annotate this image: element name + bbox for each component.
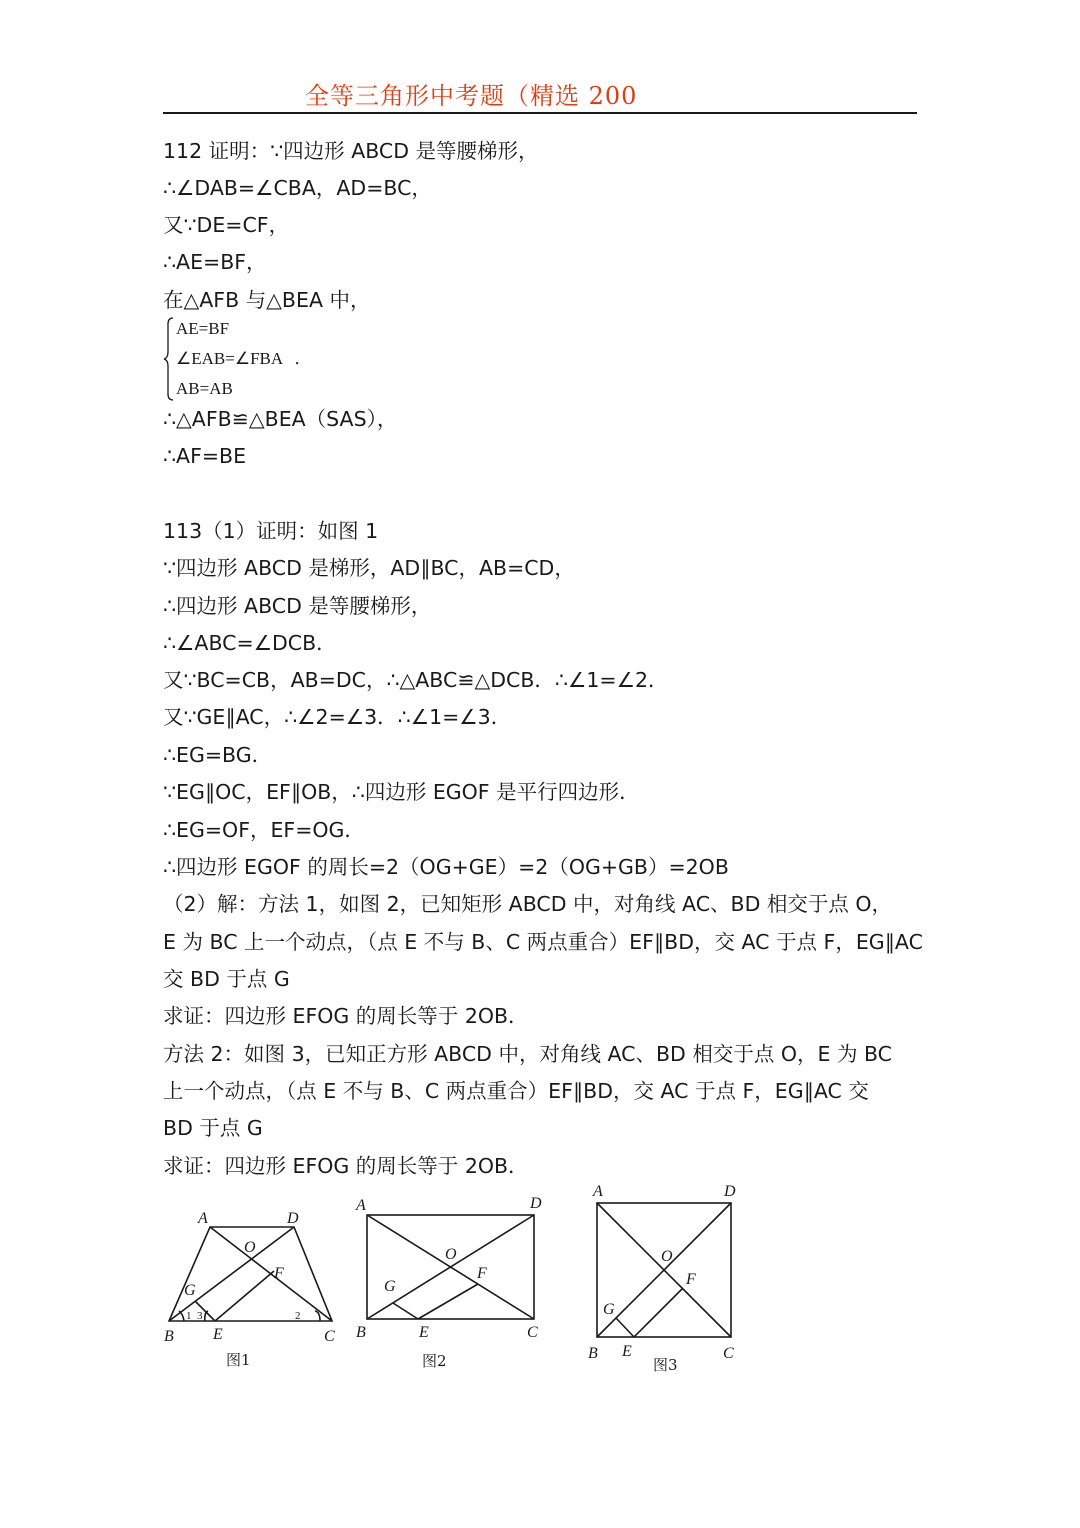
figure-3 [585,1178,745,1382]
p113-line-5: 又∵BC=CB，AB=DC，∴△ABC≌△DCB．∴∠1=∠2． [163,668,669,692]
p113-line-18: 求证：四边形 EFOG 的周长等于 2OB． [163,1154,529,1178]
fig2-label-g: G [384,1278,396,1295]
p112-conclusion-2: ∴AF=BE [163,444,247,468]
p113-line-14: 求证：四边形 EFOG 的周长等于 2OB． [163,1004,529,1028]
fig3-label-c: C [723,1345,734,1362]
fig3-label-e: E [622,1343,632,1360]
page-header-title: 全等三角形中考题（精选 200 [305,82,638,110]
p113-line-8: ∵EG∥OC，EF∥OB，∴四边形 EGOF 是平行四边形． [163,780,640,804]
equation-system [163,316,363,402]
fig3-label-f: F [686,1271,696,1288]
p113-line-17: BD 于点 G [163,1116,263,1140]
system-line-2-text: ∠EAB=∠FBA [176,349,283,368]
fig1-label-d: D [287,1210,299,1227]
system-line-3: AB=AB [176,379,233,398]
fig2-label-b: B [356,1324,366,1341]
fig1-label-e: E [213,1326,223,1343]
fig1-angle-2: 2 [295,1310,301,1322]
p113-line-15: 方法 2：如图 3，已知正方形 ABCD 中，对角线 AC、BD 相交于点 O，E 为 BC [163,1042,892,1066]
fig3-label-a: A [593,1183,603,1200]
figure-1 [160,1205,350,1379]
p112-line-4: ∴AE=BF， [163,250,267,274]
brace-icon [163,316,177,402]
p112-line-5: 在△AFB 与△BEA 中， [163,288,371,312]
fig1-segment-ef [215,1271,274,1321]
p113-line-3: ∴四边形 ABCD 是等腰梯形， [163,594,432,618]
fig2-label-c: C [527,1324,538,1341]
p113-line-1: 113（1）证明：如图 1 [163,519,379,543]
fig3-caption: 图3 [653,1356,678,1374]
fig1-angle-mark-2 [315,1311,320,1321]
figure-1-diagram [160,1205,350,1375]
p113-line-9: ∴EG=OF，EF=OG． [163,818,365,842]
system-line-2 [176,349,311,369]
fig1-caption: 图1 [226,1351,251,1369]
p113-line-6: 又∵GE∥AC，∴∠2=∠3．∴∠1=∠3． [163,705,512,729]
fig2-label-a: A [356,1197,366,1214]
fig2-segment-ef [418,1284,478,1319]
figure-3-diagram [585,1178,745,1378]
fig3-label-g: G [603,1301,615,1318]
p112-line-3: 又∵DE=CF， [163,213,290,237]
fig2-label-e: E [419,1324,429,1341]
fig2-label-f: F [477,1265,487,1282]
system-line-1: AE=BF [176,319,230,338]
fig1-label-c: C [324,1328,335,1345]
fig1-label-a: A [198,1210,208,1227]
fig2-segment-eg [393,1303,418,1319]
fig3-segment-ef [634,1288,683,1337]
fig1-label-g: G [184,1282,196,1299]
fig2-caption: 图2 [422,1352,447,1370]
fig1-label-b: B [164,1328,174,1345]
fig3-label-b: B [588,1345,598,1362]
p113-line-7: ∴EG=BG． [163,743,273,767]
figure-2 [350,1190,550,1379]
p113-line-4: ∴∠ABC=∠DCB． [163,631,337,655]
fig2-label-o: O [445,1246,457,1263]
p113-line-10: ∴四边形 EGOF 的周长=2（OG+GE）=2（OG+GB）=2OB [163,855,729,879]
fig3-label-d: D [724,1183,736,1200]
p113-line-13: 交 BD 于点 G [163,967,290,991]
figure-2-diagram [350,1190,550,1375]
p113-line-2: ∵四边形 ABCD 是梯形，AD∥BC，AB=CD， [163,556,575,580]
p112-line-1: 112 证明：∵四边形 ABCD 是等腰梯形， [163,139,539,163]
p113-line-12: E 为 BC 上一个动点，（点 E 不与 B、C 两点重合）EF∥BD，交 AC 于点 F，EG∥AC [163,930,923,954]
fig1-label-o: O [244,1239,256,1256]
fig2-label-d: D [530,1195,542,1212]
p113-line-16: 上一个动点，（点 E 不与 B、C 两点重合）EF∥BD，交 AC 于点 F，EG∥AC 交 [163,1079,869,1103]
p112-line-2: ∴∠DAB=∠CBA，AD=BC， [163,176,432,200]
fig3-label-o: O [661,1248,673,1265]
fig3-segment-eg [616,1318,634,1337]
fig1-label-f: F [274,1265,284,1282]
fig1-angle-3: 3 [197,1310,203,1322]
p113-line-11: （2）解：方法 1，如图 2，已知矩形 ABCD 中，对角线 AC、BD 相交于点 O， [163,892,893,916]
p112-conclusion-1: ∴△AFB≌△BEA（SAS）， [163,407,398,431]
system-tail: ． [294,349,312,368]
header-divider [163,112,917,114]
fig1-angle-1: 1 [186,1310,192,1322]
fig1-angle-mark-1 [179,1311,184,1321]
